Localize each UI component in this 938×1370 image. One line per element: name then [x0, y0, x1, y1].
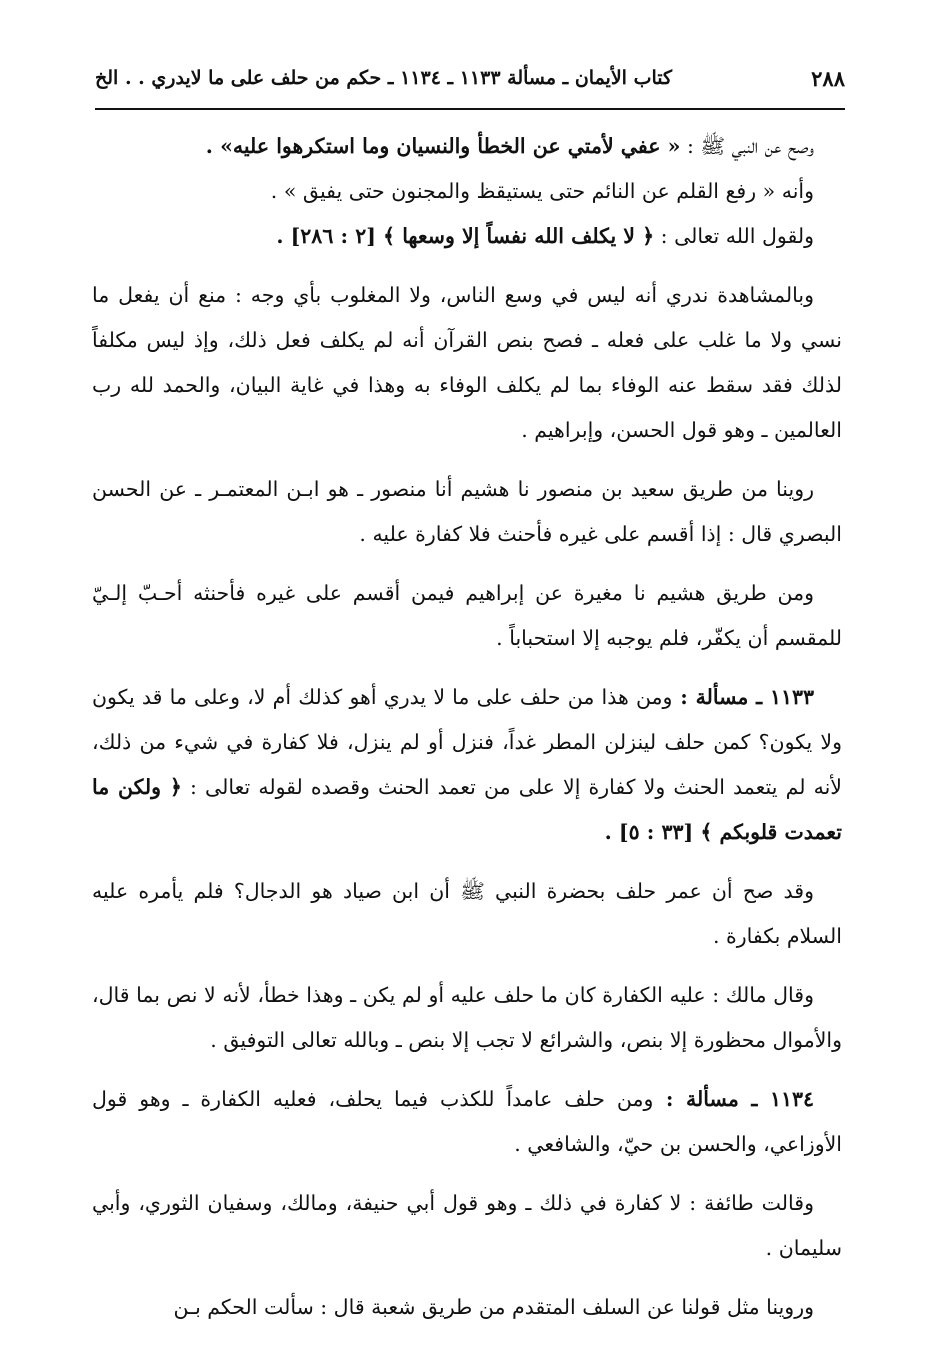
- paragraph-malik-opinion: وقال مالك : عليه الكفارة كان ما حلف عليه أو لم يكن ـ وهذا خطأ، لأنه لا نص بما قال، والأموال محظورة إلا بنص، والشرائع لا تجب إلا بنص ـ وبالله تعالى التوفيق .: [92, 983, 842, 1052]
- paragraph-observation: وبالمشاهدة ندري أنه ليس في وسع الناس، ولا المغلوب بأي وجه : منع أن يفعل ما نسي ولا ما غلب على فعله ـ فصح بنص القرآن أنه لم يكلف فعل ذلك، وإذ ليس مكلفاً لذلك فقد سقط عنه الوفاء بما لم يكلف الوفاء به وهذا في غاية البيان، والحمد لله رب العالمين ـ وهو قول الحسن، وإبراهيم .: [92, 283, 842, 442]
- paragraph-hadith-pen-lifted: وأنه « رفع القلم عن النائم حتى يستيقظ والمجنون حتى يفيق » .: [270, 179, 814, 203]
- issue-number: ١١٣٤ ـ مسألة :: [653, 1087, 814, 1111]
- paragraph-issue-1134: [92, 1077, 842, 1167]
- page-header: [95, 58, 845, 98]
- running-title: كتاب الأيمان ـ مسألة ١١٣٣ ـ ١١٣٤ ـ حكم من حلف على ما لايدري . . الخ: [95, 67, 673, 89]
- paragraph-hadith-forgiveness: [92, 124, 842, 169]
- quran-quote: ﴿ لا يكلف الله نفساً إلا وسعها ﴾ [٢ : ٢٨٦] .: [276, 224, 655, 248]
- page-number: ٢٨٨: [811, 65, 845, 91]
- paragraph-quran-verse: [92, 214, 842, 259]
- quran-quote: ﴿ ولكن ما تعمدت قلوبكم ﴾ [٣٣ : ٥] .: [92, 775, 842, 844]
- issue-text: ومن هذا من حلف على ما لا يدري أهو كذلك أم لا، وعلى ما قد يكون ولا يكون؟ كمن حلف لينزلن المطر غداً، فنزل أو لم ينزل، فلا كفارة في شيء من ذلك، لأنه لم يتعمد الحنث ولا كفارة إلا على من تعمد الحنث وقصده لقوله تعالى :: [92, 685, 842, 799]
- hadith-quote: « عفي لأمتي عن الخطأ والنسيان وما استكرهوا عليه» .: [205, 134, 681, 158]
- paragraph-umar-oath: وقد صح أن عمر حلف بحضرة النبي ﷺ أن ابن صياد هو الدجال؟ فلم يأمره عليه السلام بكفارة .: [92, 879, 842, 948]
- header-rule: [95, 108, 845, 110]
- paragraph-narration-hasan: روينا من طريق سعيد بن منصور نا هشيم أنا منصور ـ هو ابـن المعتمـر ـ عن الحسن البصري قال : إذا أقسم على غيره فأحنث فلا كفارة عليه .: [92, 477, 842, 546]
- paragraph-issue-1133: [92, 675, 842, 855]
- issue-text: ومن حلف عامداً للكذب فيما يحلف، فعليه الكفارة ـ وهو قول الأوزاعي، والحسن بن حيّ، والشافعي .: [92, 1087, 842, 1156]
- issue-number: ١١٣٣ ـ مسألة :: [672, 685, 815, 709]
- paragraph-lead: ولقول الله تعالى :: [654, 224, 814, 248]
- paragraph-narration-ibrahim: ومن طريق هشيم نا مغيرة عن إبراهيم فيمن أقسم على غيره فأحنثه أحـبّ إلـيّ للمقسم أن يكفّر، فلم يوجبه إلا استحباباً .: [92, 581, 842, 650]
- page-body: [92, 124, 842, 1344]
- paragraph-other-group: وقالت طائفة : لا كفارة في ذلك ـ وهو قول أبي حنيفة، ومالك، وسفيان الثوري، وأبي سليمان .: [92, 1191, 842, 1260]
- paragraph-salaf-narration: وروينا مثل قولنا عن السلف المتقدم من طريق شعبة قال : سألت الحكم بـن: [173, 1295, 814, 1319]
- paragraph-lead: وصح عن النبي ﷺ :: [680, 134, 814, 158]
